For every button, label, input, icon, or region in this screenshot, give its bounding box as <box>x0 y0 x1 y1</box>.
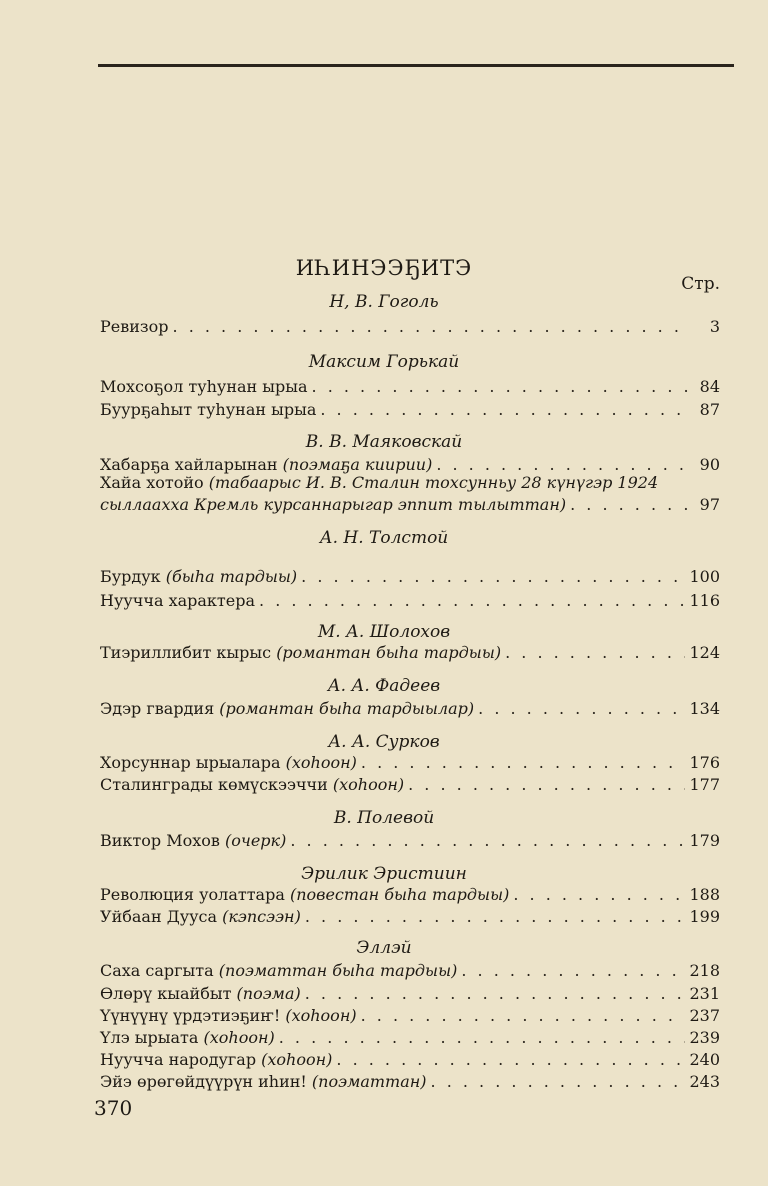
toc-entry[interactable] <box>100 698 720 720</box>
entry-title: Эйэ өрөгөйдүүрүн иһин! (поэматтан) <box>100 1072 427 1091</box>
dot-leader <box>408 774 685 796</box>
toc-entry[interactable] <box>100 752 720 774</box>
toc-entry[interactable] <box>100 1027 720 1049</box>
author-heading: А. А. Сурков <box>328 732 440 752</box>
entry-page: 84 <box>699 377 720 396</box>
entry-title: Сталинграды көмүскээччи (хоһоон) <box>100 775 405 794</box>
author-heading: Н, В. Гоголь <box>329 292 439 312</box>
author-heading: А. А. Фадеев <box>327 676 441 696</box>
entry-title: Хайа хотойо <box>100 473 209 492</box>
toc-entry[interactable] <box>100 376 720 398</box>
dot-leader <box>461 960 685 982</box>
entry-title: Тиэриллибит кырыс (романтан быһа тардыы) <box>100 643 502 662</box>
dot-leader <box>320 399 690 421</box>
author-heading: Эллэй <box>356 938 412 958</box>
toc-entry[interactable] <box>100 1049 720 1071</box>
dot-leader <box>173 316 690 338</box>
page-column-label: Стр. <box>681 274 720 294</box>
entry-page: 237 <box>689 1006 720 1025</box>
dot-leader <box>361 752 686 774</box>
dot-leader <box>513 884 685 906</box>
entry-page: 240 <box>689 1050 720 1069</box>
dot-leader <box>301 566 685 588</box>
entry-title: Уйбаан Дууса (кэпсээн) <box>100 907 301 926</box>
author-heading: В. Полевой <box>333 808 435 828</box>
entry-page: 116 <box>689 591 720 610</box>
entry-title: Эдэр гвардия (романтан быһа тардыылар) <box>100 699 475 718</box>
entry-page: 97 <box>699 495 720 514</box>
entry-title: Үүнүүнү үрдэтиэҕиҥ! (хоһоон) <box>100 1006 357 1025</box>
author-heading: М. А. Шолохов <box>317 622 451 642</box>
toc-entry[interactable] <box>100 774 720 796</box>
author-heading: В. В. Маяковскай <box>305 432 463 452</box>
dot-leader <box>279 1027 686 1049</box>
author-heading: Максим Горькай <box>308 352 460 372</box>
author-heading: Эрилик Эристиин <box>301 864 467 884</box>
entry-title: Үлэ ырыата (хоһоон) <box>100 1028 275 1047</box>
entry-title: Революция уолаттара (повестан быһа тардыы) <box>100 885 510 904</box>
toc-entry[interactable] <box>100 1071 720 1093</box>
top-rule <box>98 64 734 67</box>
dot-leader <box>336 1049 685 1071</box>
entry-page: 243 <box>689 1072 720 1091</box>
entry-title: Өлөрү кыайбыт (поэма) <box>100 984 301 1003</box>
toc-entry[interactable] <box>100 566 720 588</box>
dot-leader <box>312 376 690 398</box>
dot-leader <box>305 983 686 1005</box>
toc-entry[interactable] <box>100 316 720 338</box>
entry-page: 134 <box>689 699 720 718</box>
entry-page: 124 <box>689 643 720 662</box>
author-heading: А. Н. Толстой <box>319 528 449 548</box>
entry-page: 199 <box>689 907 720 926</box>
entry-title: Нуучча народугар (хоһоон) <box>100 1050 333 1069</box>
entry-title: Мохсоҕол туһунан ырыа <box>100 377 308 396</box>
dot-leader <box>570 494 690 516</box>
toc-entry[interactable] <box>100 884 720 906</box>
dot-leader <box>259 590 685 612</box>
entry-page: 231 <box>689 984 720 1003</box>
entry-note: (табаарыс И. В. Сталин тохсунньу 28 күнүгэр 1924 <box>208 473 659 492</box>
entry-title: Виктор Мохов (очерк) <box>100 831 287 850</box>
entry-page: 87 <box>699 400 720 419</box>
toc-entry-multiline-line2[interactable] <box>100 494 720 516</box>
entry-title: Хабарҕа хайларынан (поэмаҕа киирии) <box>100 455 433 474</box>
dot-leader <box>305 906 686 928</box>
entry-title: Ревизор <box>100 317 169 336</box>
entry-page: 176 <box>689 753 720 772</box>
toc-entry[interactable] <box>100 960 720 982</box>
entry-page: 177 <box>689 775 720 794</box>
entry-note: сыллаахха Кремль курсаннарыгар эппит тылыттан) <box>100 495 567 514</box>
entry-page: 188 <box>689 885 720 904</box>
entry-page: 100 <box>689 567 720 586</box>
entry-page: 90 <box>699 455 720 474</box>
entry-title: Хорсуннар ырыалара (хоһоон) <box>100 753 357 772</box>
dot-leader <box>505 642 685 664</box>
toc-entry[interactable] <box>100 642 720 664</box>
dot-leader <box>431 1071 686 1093</box>
entry-page: 179 <box>689 831 720 850</box>
toc-entry[interactable] <box>100 983 720 1005</box>
toc-entry[interactable] <box>100 830 720 852</box>
entry-title: Бурдук (быһа тардыы) <box>100 567 298 586</box>
dot-leader <box>478 698 685 720</box>
toc-entry[interactable] <box>100 906 720 928</box>
entry-page: 239 <box>689 1028 720 1047</box>
page-number: 370 <box>94 1096 133 1120</box>
toc-entry[interactable] <box>100 1005 720 1027</box>
page-title: ИҺИНЭЭҔИТЭ <box>295 256 473 280</box>
dot-leader <box>290 830 685 852</box>
entry-title: Саха саргыта (поэматтан быһа тардыы) <box>100 961 458 980</box>
entry-title: Буурҕаһыт туһунан ырыа <box>100 400 317 419</box>
entry-page: 218 <box>689 961 720 980</box>
dot-leader <box>361 1005 686 1027</box>
entry-title: Нуучча характера <box>100 591 256 610</box>
entry-page: 3 <box>709 317 720 336</box>
toc-entry-multiline-line1[interactable] <box>100 472 720 494</box>
toc-entry[interactable] <box>100 590 720 612</box>
toc-entry[interactable] <box>100 399 720 421</box>
